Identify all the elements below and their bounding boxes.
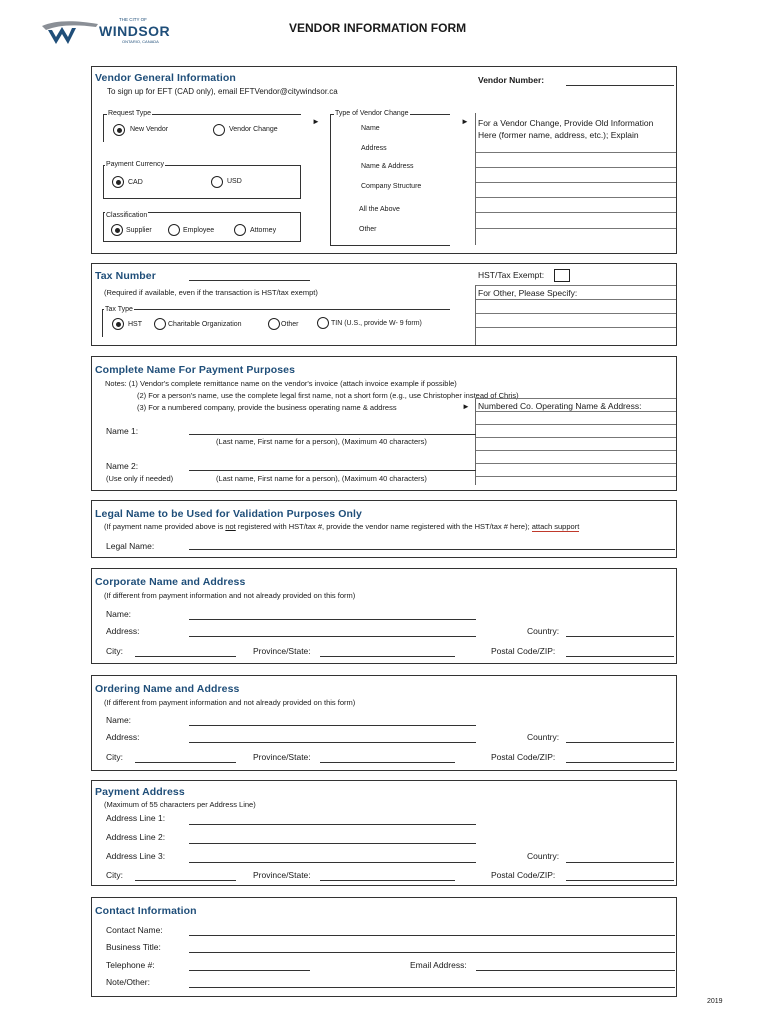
telephone-field[interactable] [189, 970, 310, 971]
usd-radio[interactable] [211, 176, 223, 188]
name2-label: Name 2: [106, 461, 139, 471]
hst-label: HST [128, 321, 142, 328]
name2-sub: (Use only if needed) [106, 474, 174, 483]
supplier-label: Supplier [126, 227, 152, 234]
attach-support-text: attach support [531, 522, 580, 531]
corporate-postal-field[interactable] [566, 656, 674, 657]
change-option-name-address[interactable]: Name & Address [361, 163, 414, 170]
ordering-country-label: Country: [527, 732, 560, 742]
new-vendor-radio[interactable] [113, 124, 125, 136]
payment-country-field[interactable] [566, 862, 674, 863]
change-option-all[interactable]: All the Above [359, 206, 400, 213]
legal-name-heading: Legal Name to be Used for Validation Purposes Only [95, 508, 362, 520]
legal-note-b: registered with HST/tax #, provide the vendor name registered with the HST/tax # here); [235, 522, 532, 531]
employee-label: Employee [183, 227, 215, 234]
payment-postal-field[interactable] [566, 880, 674, 881]
name1-field[interactable] [189, 434, 476, 435]
hst-exempt-label: HST/Tax Exempt: [478, 270, 545, 280]
corporate-address-label: Address: [106, 626, 140, 636]
hst-exempt-checkbox[interactable] [554, 269, 570, 282]
address-line1-field[interactable] [189, 824, 476, 825]
name2-field[interactable] [189, 470, 476, 471]
change-option-address[interactable]: Address [361, 145, 387, 152]
corporate-province-field[interactable] [320, 656, 455, 657]
corporate-note: (If different from payment information and not already provided on this form) [104, 591, 356, 600]
attorney-label: Attorney [250, 227, 277, 234]
payment-address-heading: Payment Address [95, 786, 185, 798]
payment-note-3: (3) For a numbered company, provide the business operating name & address [137, 403, 397, 412]
corporate-country-label: Country: [527, 626, 560, 636]
legal-note-not: not [225, 522, 236, 531]
logo-swoosh-icon [40, 16, 100, 46]
payment-note-2: (2) For a person's name, use the complete legal first name, not a short form (e.g., use Christopher instead of Chris) [137, 391, 519, 400]
corporate-name-field[interactable] [189, 619, 476, 620]
supplier-radio[interactable] [111, 224, 123, 236]
change-note-line1: For a Vendor Change, Provide Old Information [478, 118, 654, 128]
tin-radio[interactable] [317, 317, 329, 329]
tax-note: (Required if available, even if the transaction is HST/tax exempt) [104, 288, 318, 297]
change-option-other[interactable]: Other [359, 226, 377, 233]
corporate-province-label: Province/State: [253, 646, 311, 656]
legal-note [104, 522, 579, 531]
logo-sub-text: ONTARIO, CANADA [122, 39, 159, 44]
old-information-lines[interactable] [475, 113, 676, 245]
payment-address-note: (Maximum of 55 characters per Address Line) [104, 800, 256, 809]
name2-hint: (Last name, First name for a person), (Maximum 40 characters) [216, 474, 427, 483]
other-tax-radio[interactable] [268, 318, 280, 330]
tax-heading: Tax Number [95, 270, 156, 282]
legal-name-label: Legal Name: [106, 541, 155, 551]
payment-province-label: Province/State: [253, 870, 311, 880]
ordering-postal-label: Postal Code/ZIP: [491, 752, 556, 762]
legal-name-field[interactable] [189, 549, 675, 550]
email-field[interactable] [476, 970, 675, 971]
request-type-label: Request Type [108, 110, 152, 117]
address-line1-label: Address Line 1: [106, 813, 166, 823]
address-line2-label: Address Line 2: [106, 832, 166, 842]
payment-country-label: Country: [527, 851, 560, 861]
vendor-general-heading: Vendor General Information [95, 72, 236, 84]
vendor-change-radio[interactable] [213, 124, 225, 136]
contact-name-label: Contact Name: [106, 925, 163, 935]
ordering-heading: Ordering Name and Address [95, 683, 240, 695]
tax-type-label: Tax Type [105, 306, 133, 313]
change-type-group [330, 114, 450, 246]
tin-label: TIN (U.S., provide W- 9 form) [331, 320, 422, 327]
numbered-company-label: Numbered Co. Operating Name & Address: [478, 401, 642, 411]
ordering-country-field[interactable] [566, 742, 674, 743]
payment-city-field[interactable] [135, 880, 236, 881]
numbered-company-lines[interactable] [475, 398, 676, 485]
hst-radio[interactable] [112, 318, 124, 330]
change-type-label: Type of Vendor Change [335, 110, 409, 117]
payment-note-1: Notes: (1) Vendor's complete remittance name on the vendor's invoice (attach invoice example if possible) [105, 379, 457, 388]
ordering-address-field[interactable] [189, 742, 476, 743]
logo-small-text: THE CITY OF [119, 17, 147, 22]
ordering-city-label: City: [106, 752, 123, 762]
corporate-postal-label: Postal Code/ZIP: [491, 646, 556, 656]
ordering-name-label: Name: [106, 715, 132, 725]
note-other-field[interactable] [189, 987, 675, 988]
business-title-field[interactable] [189, 952, 675, 953]
email-label: Email Address: [410, 960, 467, 970]
corporate-heading: Corporate Name and Address [95, 576, 246, 588]
city-logo [40, 14, 180, 46]
attorney-radio[interactable] [234, 224, 246, 236]
legal-note-a: (If payment name provided above is [104, 522, 226, 531]
vendor-number-field[interactable] [566, 85, 674, 86]
change-option-name[interactable]: Name [361, 125, 380, 132]
contact-heading: Contact Information [95, 905, 197, 917]
corporate-city-field[interactable] [135, 656, 236, 657]
address-line2-field[interactable] [189, 843, 476, 844]
ordering-name-field[interactable] [189, 725, 476, 726]
arrow-right-icon: ► [461, 117, 469, 126]
arrow-right-icon: ► [462, 402, 470, 411]
payment-name-heading: Complete Name For Payment Purposes [95, 364, 296, 376]
vendor-number-label: Vendor Number: [478, 75, 545, 85]
ordering-province-field[interactable] [320, 762, 455, 763]
corporate-country-field[interactable] [566, 636, 674, 637]
vendor-change-label: Vendor Change [229, 126, 278, 133]
logo-main-text: WINDSOR [99, 23, 171, 39]
ordering-postal-field[interactable] [566, 762, 674, 763]
change-option-company-structure[interactable]: Company Structure [361, 183, 422, 190]
charitable-radio[interactable] [154, 318, 166, 330]
address-line3-field[interactable] [189, 862, 476, 863]
arrow-right-icon: ► [312, 117, 320, 126]
eft-note: To sign up for EFT (CAD only), email EFTVendor@citywindsor.ca [107, 87, 338, 96]
corporate-address-field[interactable] [189, 636, 476, 637]
usd-label: USD [227, 178, 242, 185]
payment-province-field[interactable] [320, 880, 455, 881]
telephone-label: Telephone #: [106, 960, 155, 970]
name1-hint: (Last name, First name for a person), (Maximum 40 characters) [216, 437, 427, 446]
contact-name-field[interactable] [189, 935, 675, 936]
new-vendor-label: New Vendor [130, 126, 169, 133]
corporate-name-label: Name: [106, 609, 132, 619]
charitable-label: Charitable Organization [168, 321, 242, 328]
currency-label: Payment Currency [106, 161, 164, 168]
payment-city-label: City: [106, 870, 123, 880]
other-specify-label: For Other, Please Specify: [478, 288, 578, 298]
note-other-label: Note/Other: [106, 977, 150, 987]
footer-year: 2019 [707, 998, 723, 1005]
classification-label: Classification [106, 212, 148, 219]
name1-label: Name 1: [106, 426, 139, 436]
cad-radio[interactable] [112, 176, 124, 188]
ordering-province-label: Province/State: [253, 752, 311, 762]
address-line3-label: Address Line 3: [106, 851, 166, 861]
payment-postal-label: Postal Code/ZIP: [491, 870, 556, 880]
tax-number-field[interactable] [189, 280, 310, 281]
employee-radio[interactable] [168, 224, 180, 236]
business-title-label: Business Title: [106, 942, 161, 952]
ordering-note: (If different from payment information and not already provided on this form) [104, 698, 356, 707]
ordering-address-label: Address: [106, 732, 140, 742]
corporate-city-label: City: [106, 646, 123, 656]
ordering-city-field[interactable] [135, 762, 236, 763]
page-title: VENDOR INFORMATION FORM [289, 21, 467, 35]
change-note-line2: Here (former name, address, etc.); Explain [478, 130, 639, 140]
other-tax-label: Other [281, 321, 299, 328]
cad-label: CAD [128, 179, 143, 186]
